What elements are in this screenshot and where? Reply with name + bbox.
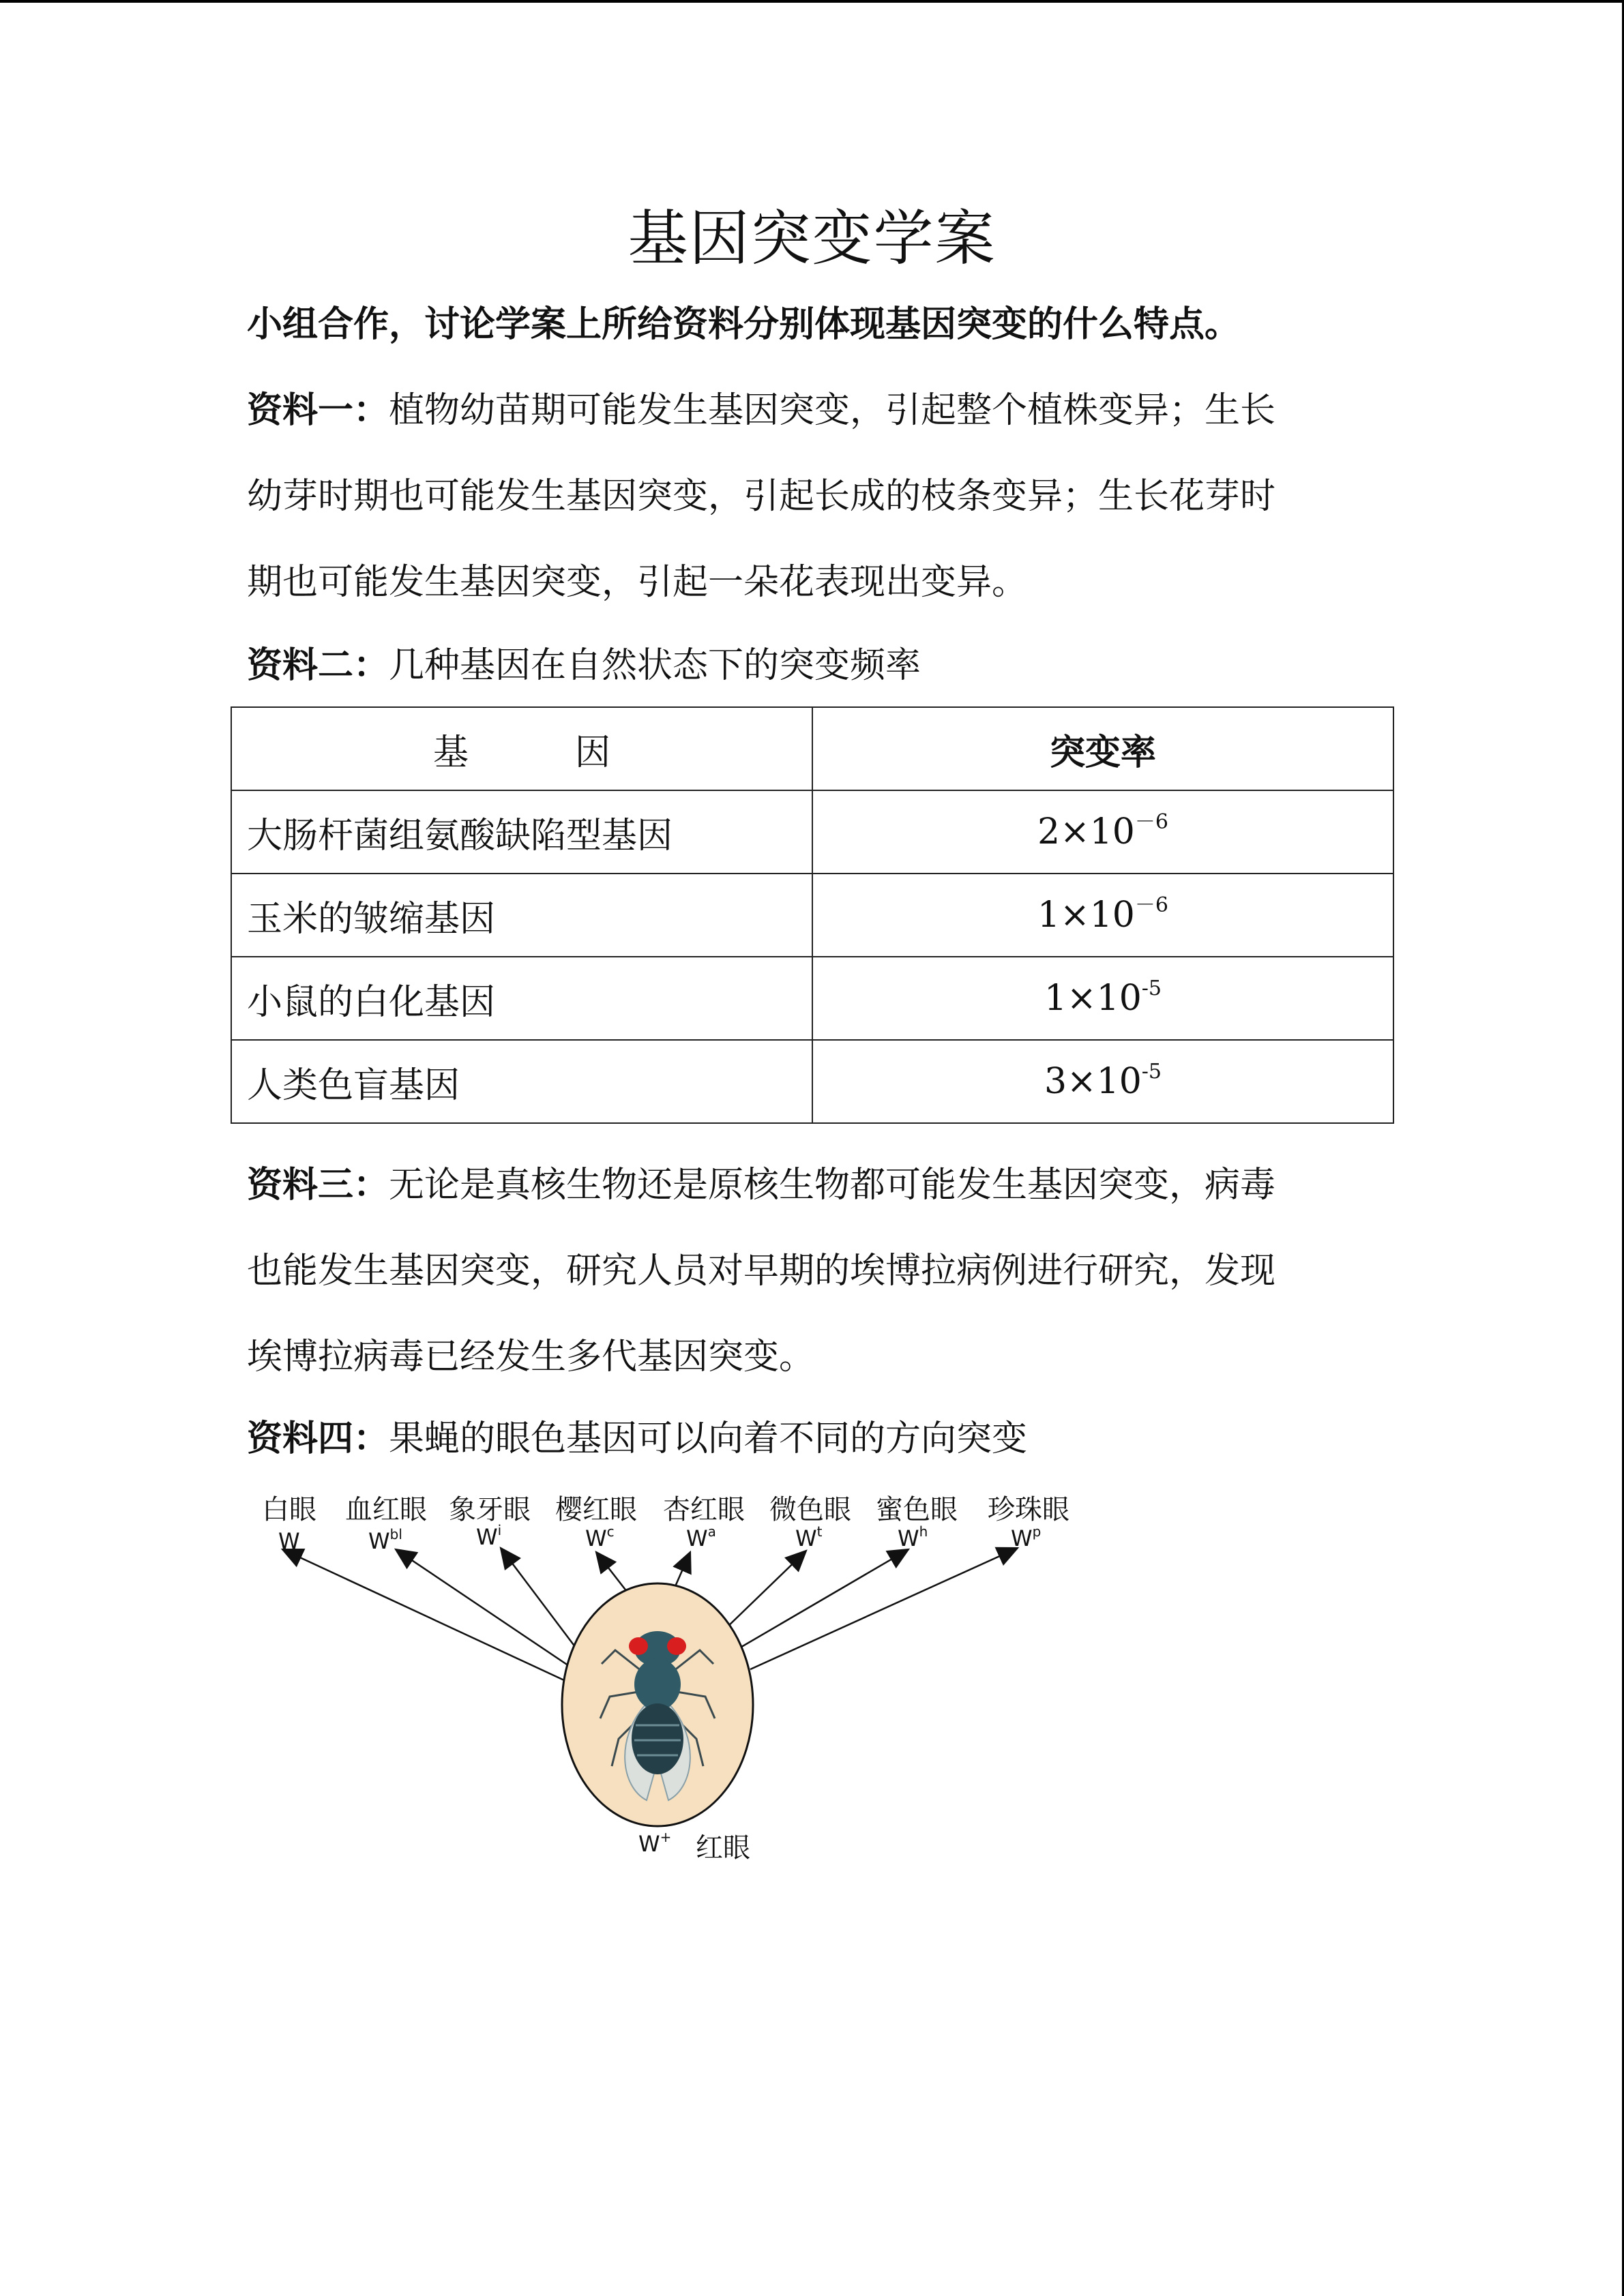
fly-eye-left	[629, 1637, 648, 1655]
material4-label: 资料四：	[247, 1418, 389, 1459]
symbol-honey	[898, 1523, 928, 1551]
material4-line	[247, 1412, 1393, 1466]
rate-base: 1×10	[1044, 978, 1142, 1019]
arrow-white	[282, 1549, 573, 1684]
top-border	[0, 0, 1624, 3]
mutation-rate-table	[231, 706, 1394, 1124]
rate-base: 1×10	[1037, 895, 1135, 936]
symbol-apricot	[686, 1523, 716, 1551]
material4-text: 果蝇的眼色基因可以向着不同的方向突变	[389, 1418, 1028, 1459]
symbol-superscript: +	[660, 1829, 672, 1845]
symbol-base: W	[898, 1525, 919, 1551]
material3-line1	[247, 1158, 1393, 1212]
symbol-base: W	[638, 1831, 660, 1857]
symbol-base: W	[585, 1525, 607, 1551]
symbol-base: W	[795, 1525, 817, 1551]
symbol-base: W	[476, 1524, 498, 1550]
symbol-superscript: a	[707, 1523, 716, 1540]
symbol-superscript: c	[606, 1523, 615, 1540]
symbol-pearl	[1011, 1523, 1042, 1551]
symbol-superscript: bl	[389, 1526, 402, 1542]
symbol-superscript: i	[497, 1522, 502, 1538]
table-row	[231, 874, 1393, 957]
arrow-blood-red	[396, 1549, 581, 1674]
rate-cell	[812, 957, 1393, 1040]
fly-eye-right	[667, 1637, 686, 1655]
label-cherry-eye: 樱红眼	[555, 1494, 637, 1525]
gene-cell: 玉米的皱缩基因	[231, 874, 812, 957]
table-row	[231, 790, 1393, 874]
symbol-base: W	[686, 1525, 708, 1551]
material2-line	[247, 638, 1393, 693]
material3-text1: 无论是真核生物还是原核生物都可能发生基因突变，病毒	[389, 1165, 1276, 1206]
table-row	[231, 1040, 1393, 1123]
rate-exponent: －6	[1134, 810, 1168, 834]
arrow-honey	[738, 1549, 909, 1649]
gene-cell: 小鼠的白化基因	[231, 957, 812, 1040]
symbol-base: W	[1011, 1525, 1033, 1551]
fly-thorax	[634, 1658, 681, 1710]
symbol-tinged	[795, 1523, 823, 1551]
rate-cell	[812, 1040, 1393, 1123]
symbol-wild-type	[638, 1829, 672, 1857]
rate-exponent: -5	[1141, 1060, 1162, 1084]
instruction: 小组合作，讨论学案上所给资料分别体现基因突变的什么特点。	[247, 303, 1241, 345]
table-row	[231, 957, 1393, 1040]
page-title: 基因突变学案	[628, 203, 996, 273]
label-red-eye: 红眼	[696, 1832, 750, 1864]
material3-line2: 也能发生基因突变，研究人员对早期的埃博拉病例进行研究，发现	[247, 1251, 1276, 1292]
material1-text1: 植物幼苗期可能发生基因突变，引起整个植株变异；生长	[389, 390, 1276, 431]
arrow-tinged	[724, 1551, 806, 1630]
gene-cell: 人类色盲基因	[231, 1040, 812, 1123]
gene-cell: 大肠杆菌组氨酸缺陷型基因	[231, 790, 812, 874]
rate-exponent: -5	[1141, 976, 1162, 1000]
label-pearl-eye: 珍珠眼	[988, 1494, 1069, 1525]
symbol-cherry	[585, 1523, 615, 1551]
rate-base: 2×10	[1037, 811, 1135, 852]
symbol-superscript: h	[919, 1523, 928, 1540]
label-ivory-eye: 象牙眼	[449, 1494, 531, 1525]
symbol-superscript: p	[1032, 1523, 1042, 1540]
label-white-eye: 白眼	[262, 1494, 316, 1525]
rate-exponent: －6	[1134, 893, 1168, 917]
symbol-base: W	[278, 1528, 300, 1554]
eye-color-mutation-diagram	[247, 1480, 1134, 1875]
material1-line1	[247, 383, 1393, 438]
rate-cell	[812, 790, 1393, 874]
material3-line3: 埃博拉病毒已经发生多代基因突变。	[247, 1337, 815, 1377]
label-apricot-eye: 杏红眼	[663, 1494, 745, 1525]
material3-label: 资料三：	[247, 1164, 389, 1206]
table-header-row	[231, 707, 1393, 790]
header-rate: 突变率	[812, 707, 1393, 790]
material1-label: 资料一：	[247, 389, 389, 431]
material2-text: 几种基因在自然状态下的突变频率	[389, 645, 921, 686]
symbol-white	[278, 1529, 300, 1553]
label-tinged-eye: 微色眼	[769, 1494, 851, 1525]
rate-cell	[812, 874, 1393, 957]
fly-abdomen	[632, 1703, 683, 1774]
label-honey-eye: 蜜色眼	[876, 1494, 958, 1525]
label-blood-red-eye: 血红眼	[345, 1494, 427, 1525]
symbol-ivory	[476, 1522, 502, 1550]
material1-line3: 期也可能发生基因突变，引起一朵花表现出变异。	[247, 562, 1028, 603]
symbol-blood-red	[368, 1526, 402, 1554]
symbol-superscript: t	[816, 1523, 823, 1540]
material1-line2: 幼芽时期也可能发生基因突变，引起长成的枝条变异；生长花芽时	[247, 476, 1276, 517]
rate-base: 3×10	[1044, 1061, 1142, 1102]
symbol-base: W	[368, 1528, 390, 1554]
header-gene: 基 因	[231, 707, 812, 790]
material2-label: 资料二：	[247, 644, 389, 686]
